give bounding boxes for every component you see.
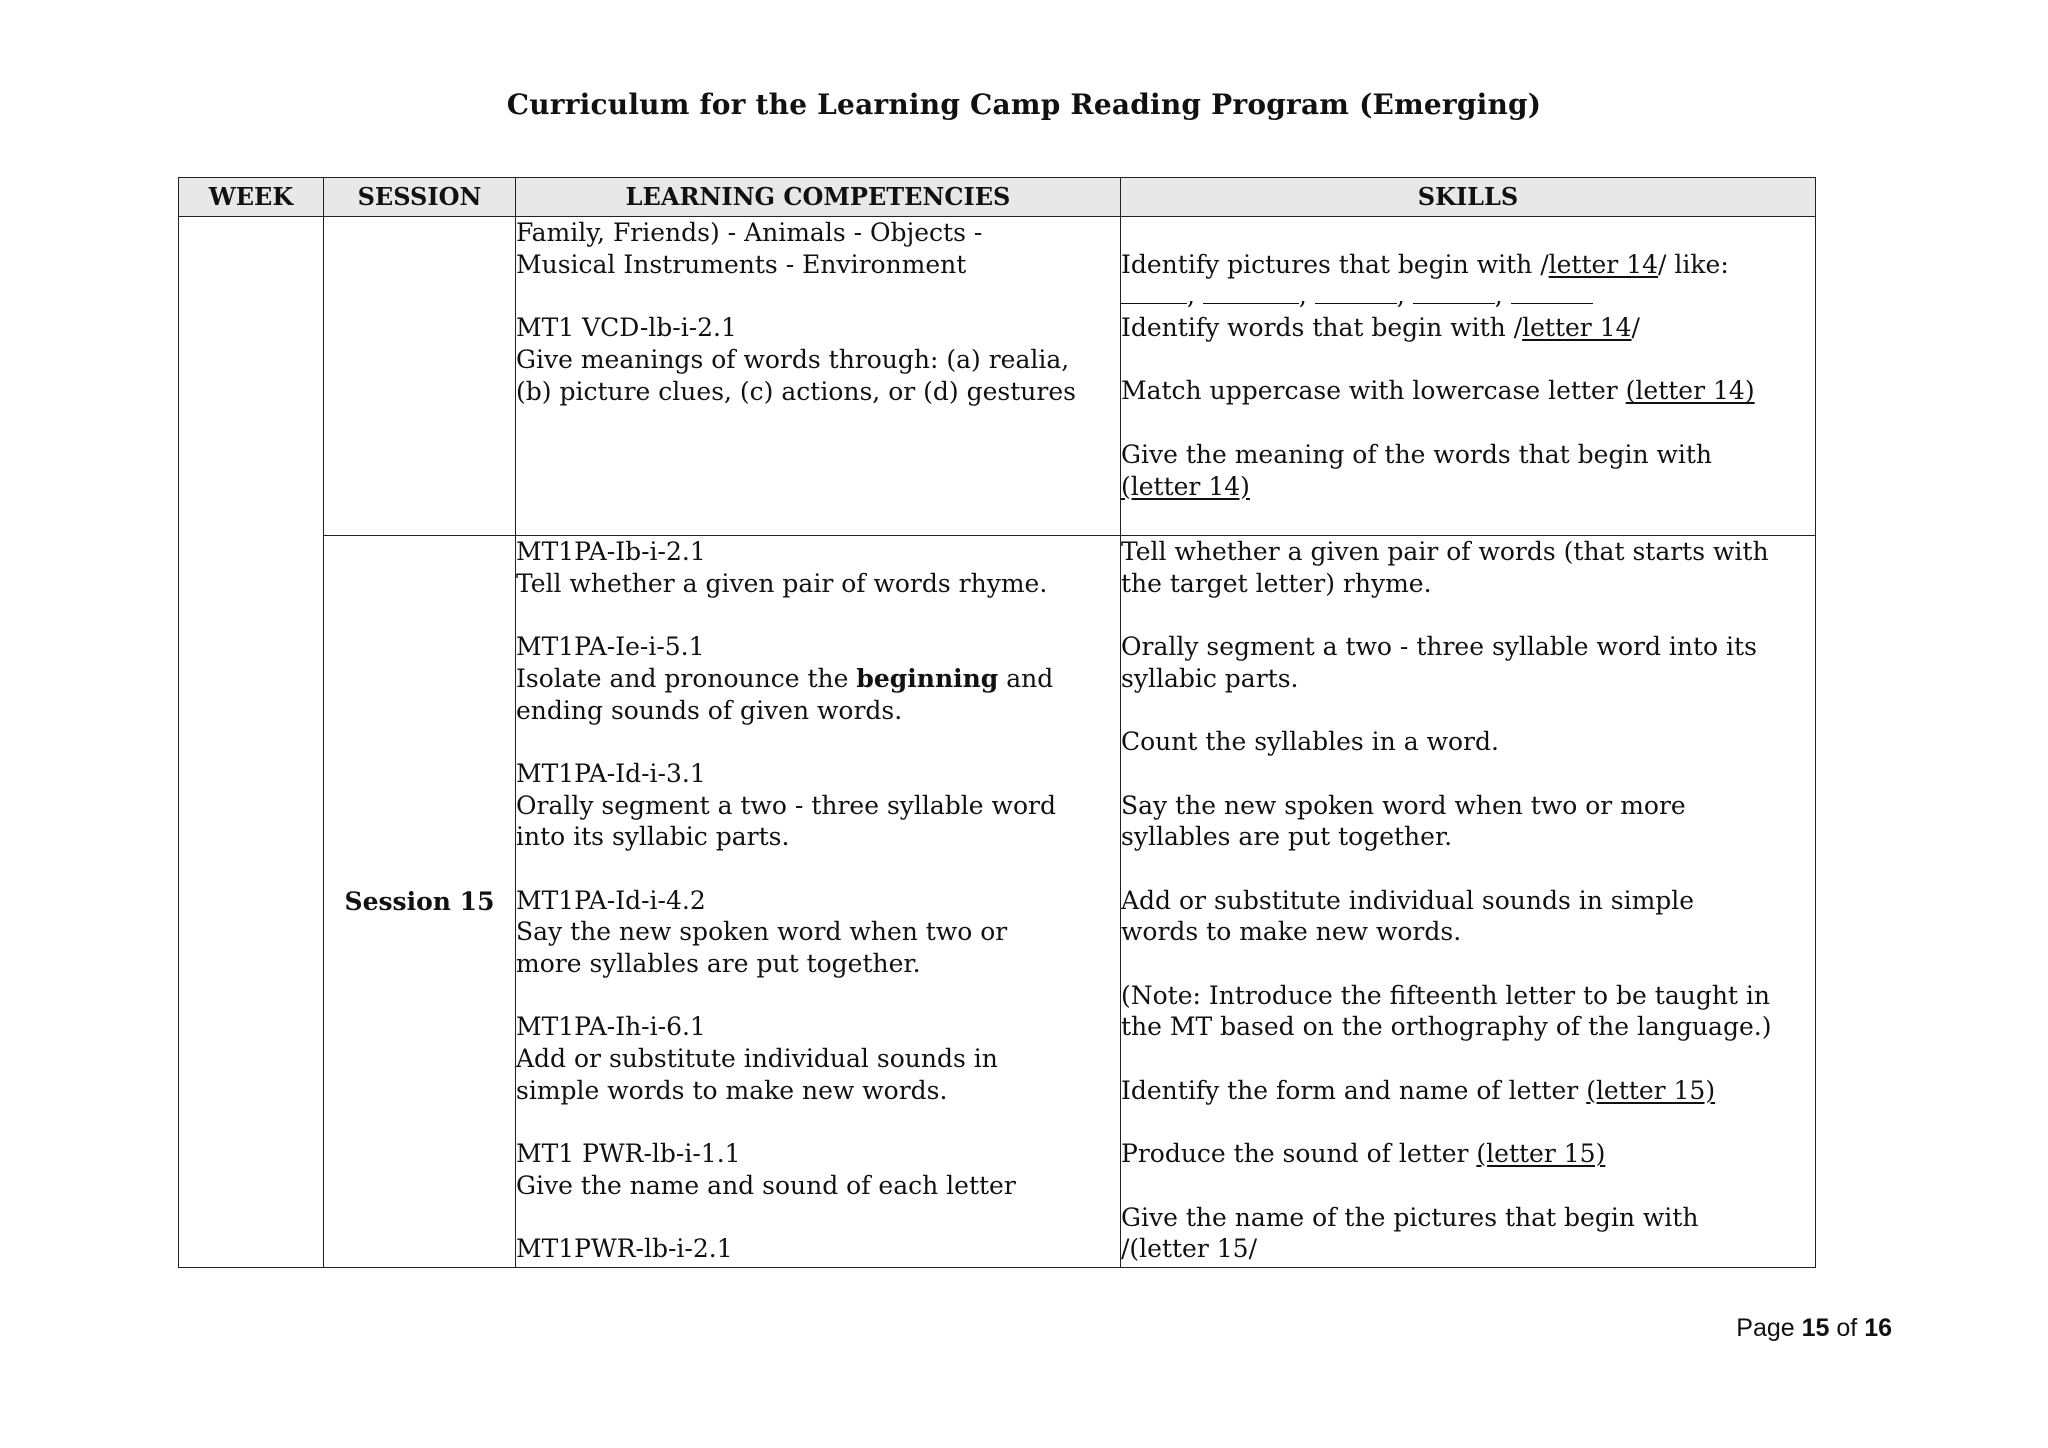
skills-cell [1121, 536, 1816, 1268]
skill-text: Tell whether a given pair of words (that starts with [1121, 537, 1769, 566]
skill-text: Match uppercase with lowercase letter (letter 14) [1121, 376, 1755, 406]
competency-text: (b) picture clues, (c) actions, or (d) gestures [516, 376, 1076, 406]
fill-in-blanks: , , , , [1121, 280, 1815, 312]
competency-code: MT1PA-Ib-i-2.1 [516, 537, 706, 566]
header-learning-competencies: LEARNING COMPETENCIES [516, 178, 1121, 217]
competencies-cell [516, 536, 1121, 1268]
competency-text: ending sounds of given words. [516, 695, 903, 725]
competency-text: Musical Instruments - Environment [516, 249, 967, 279]
skill-text: Identify pictures that begin with /letter 14/ like: [1121, 249, 1729, 279]
competency-code: MT1PA-Id-i-3.1 [516, 758, 706, 788]
competency-code: MT1 PWR-lb-i-1.1 [516, 1139, 741, 1169]
page-total: 16 [1864, 1314, 1892, 1342]
competency-text: Give the name and sound of each letter [516, 1170, 1016, 1200]
competency-code: MT1PA-Ie-i-5.1 [516, 632, 705, 662]
skill-note: (Note: Introduce the fifteenth letter to be taught in [1121, 980, 1771, 1010]
competency-text: into its syllabic parts. [516, 822, 790, 852]
competency-code: MT1PA-Id-i-4.2 [516, 885, 706, 915]
competency-text: Orally segment a two - three syllable word [516, 790, 1056, 820]
skills-cell [1121, 217, 1816, 536]
skill-text: /(letter 15/ [1121, 1234, 1257, 1264]
table-header-row [179, 178, 1816, 217]
competency-text: simple words to make new words. [516, 1075, 948, 1105]
header-skills: SKILLS [1121, 178, 1816, 217]
competency-code: MT1PWR-lb-i-2.1 [516, 1234, 733, 1264]
header-session: SESSION [324, 178, 516, 217]
competencies-cell [516, 217, 1121, 536]
skill-text: Orally segment a two - three syllable word into its [1121, 632, 1757, 662]
skill-text: (letter 14) [1121, 471, 1250, 501]
skill-text: Identify words that begin with /letter 14/ [1121, 313, 1640, 343]
page-current: 15 [1801, 1314, 1830, 1342]
competency-text: Tell whether a given pair of words rhyme. [516, 568, 1048, 598]
session-cell-empty [324, 217, 516, 536]
skill-text: Identify the form and name of letter (letter 15) [1121, 1075, 1716, 1105]
competency-code: MT1 VCD-lb-i-2.1 [516, 313, 737, 343]
page-word: Page [1736, 1314, 1795, 1342]
competency-text: Add or substitute individual sounds in [516, 1044, 998, 1074]
skill-text: Count the syllables in a word. [1121, 727, 1499, 757]
curriculum-table [178, 177, 1816, 1268]
session-label: Session 15 [324, 536, 516, 1268]
skill-note: the MT based on the orthography of the language.) [1121, 1012, 1772, 1042]
skill-text: Say the new spoken word when two or more [1121, 790, 1686, 820]
page-number [1736, 1312, 1892, 1344]
skill-text: words to make new words. [1121, 917, 1462, 947]
skill-text: Add or substitute individual sounds in simple [1121, 885, 1695, 915]
skill-text: the target letter) rhyme. [1121, 568, 1432, 598]
skill-text: syllabic parts. [1121, 663, 1299, 693]
skill-text: Produce the sound of letter (letter 15) [1121, 1139, 1606, 1169]
competency-text: Isolate and pronounce the beginning and [516, 663, 1054, 693]
competency-text: more syllables are put together. [516, 949, 921, 979]
competency-code: MT1PA-Ih-i-6.1 [516, 1012, 706, 1042]
document-title: Curriculum for the Learning Camp Reading Program (Emerging) [506, 88, 1542, 121]
skill-text: Give the name of the pictures that begin with [1121, 1202, 1699, 1232]
header-week: WEEK [179, 178, 324, 217]
competency-text: Give meanings of words through: (a) realia, [516, 344, 1070, 374]
competency-text: Say the new spoken word when two or [516, 917, 1008, 947]
skill-text: syllables are put together. [1121, 822, 1453, 852]
week-cell [179, 217, 324, 1268]
table-row [179, 217, 1816, 536]
of-word: of [1836, 1314, 1858, 1342]
competency-text: Family, Friends) - Animals - Objects - [516, 218, 983, 247]
table-row [179, 536, 1816, 1268]
skill-text: Give the meaning of the words that begin with [1121, 439, 1713, 469]
